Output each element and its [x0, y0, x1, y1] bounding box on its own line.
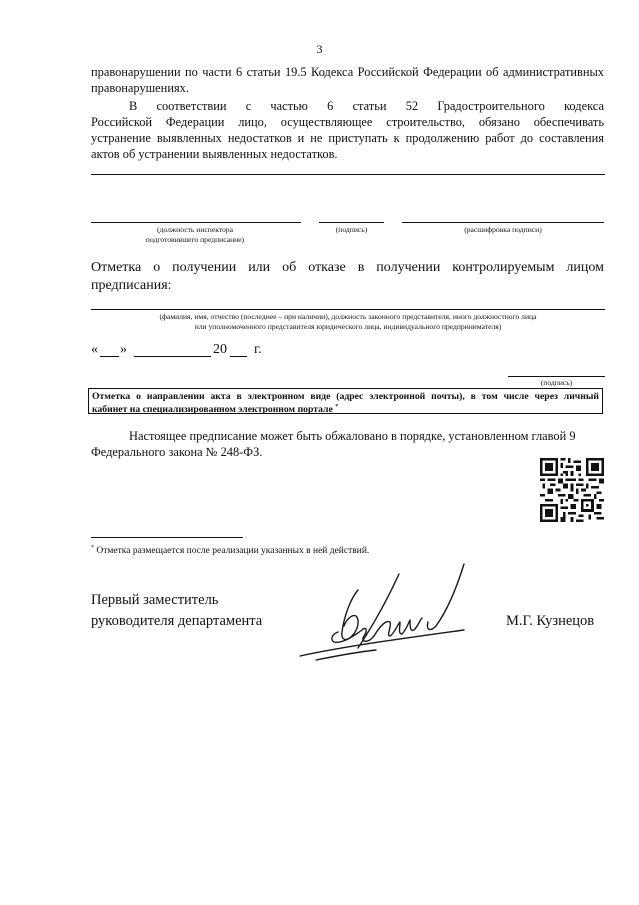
recipient-caption	[91, 312, 605, 332]
appeal-paragraph-line1: Настоящее предписание может быть обжаловано в порядке, установленном главой 9	[129, 429, 576, 443]
word: 52	[405, 99, 419, 113]
top-paragraph-line2: правонарушениях.	[91, 81, 189, 95]
date-open-quote: «	[91, 342, 98, 357]
electronic-notice-line1: Отметка о направлении акта в электронном виде (адрес электронной почты), в том числе через личный	[92, 391, 599, 402]
compliance-paragraph-line2: Российской Федерации лицо, осуществляющее строительство, обязано обеспечивать	[91, 115, 604, 129]
word: Градостроительного	[437, 99, 545, 113]
compliance-paragraph-line4: актов об устранении выявленных недостатков.	[91, 147, 338, 161]
word: статьи	[352, 99, 387, 113]
signatory-title	[91, 590, 262, 632]
recipient-line	[91, 309, 605, 310]
footnote-asterisk: *	[91, 545, 94, 551]
caption-line: или уполномоченного представителя юридического лица, индивидуального предпринимателя)	[194, 322, 502, 331]
compliance-paragraph-line1	[91, 98, 604, 114]
handwritten-signature-icon	[296, 560, 472, 666]
signatory-title-line2: руководителя департамента	[91, 613, 263, 629]
date-row	[91, 341, 291, 361]
inspector-position-line	[91, 222, 301, 223]
word: кодекса	[564, 99, 604, 113]
appeal-paragraph-line2: Федерального закона № 248-ФЗ.	[91, 445, 263, 459]
date-close-quote: »	[120, 342, 127, 357]
caption-line: (фамилия, имя, отчество (последнее – при наличии), должность законного представителя, иного должностного лица	[159, 312, 537, 321]
inspector-position-caption	[120, 225, 270, 245]
date-suffix: г.	[254, 342, 262, 357]
receipt-signature-line	[508, 376, 605, 377]
receipt-heading-line1: Отметка о получении или об отказе в получении контролируемым лицом	[91, 260, 604, 275]
word: В	[129, 99, 138, 113]
page-number: 3	[316, 42, 323, 56]
footnote-text: Отметка размещается после реализации указанных в ней действий.	[96, 546, 370, 557]
receipt-signature-caption: (подпись)	[540, 378, 573, 387]
word: с	[245, 99, 252, 113]
footnote	[91, 542, 369, 557]
electronic-notice-line2	[92, 402, 599, 415]
electronic-notice-text: кабинет на специализированном электронном портале	[92, 404, 333, 416]
word: 6	[327, 99, 334, 113]
top-paragraph-line1: правонарушении по части 6 статьи 19.5 Кодекса Российской Федерации об административных	[91, 65, 604, 79]
word: частью	[270, 99, 308, 113]
caption-line: (должность инспектора	[157, 225, 233, 234]
inspector-signature-line	[319, 222, 384, 223]
date-year-line	[230, 356, 247, 357]
date-year-prefix: 20	[213, 342, 227, 357]
inspector-name-line	[402, 222, 604, 223]
electronic-notice-asterisk: *	[335, 404, 339, 410]
footnote-separator	[91, 537, 243, 538]
electronic-notice-box	[88, 388, 603, 414]
qr-code-icon	[540, 458, 604, 522]
signatory-name: М.Г. Кузнецов	[506, 613, 595, 629]
caption-line: подготовившего предписание)	[145, 235, 245, 244]
blank-line	[91, 174, 605, 175]
compliance-paragraph-line3: устранение выявленных недостатков и не приступать к продолжению работ до составления	[91, 131, 604, 145]
inspector-name-caption: (расшифровка подписи)	[464, 225, 542, 234]
word: соответствии	[156, 99, 227, 113]
receipt-heading-line2: предписания:	[91, 278, 172, 293]
inspector-signature-caption: (подпись)	[335, 225, 368, 234]
date-month-line	[134, 356, 211, 357]
signatory-title-line1: Первый заместитель	[91, 592, 219, 608]
date-day-line	[100, 356, 119, 357]
